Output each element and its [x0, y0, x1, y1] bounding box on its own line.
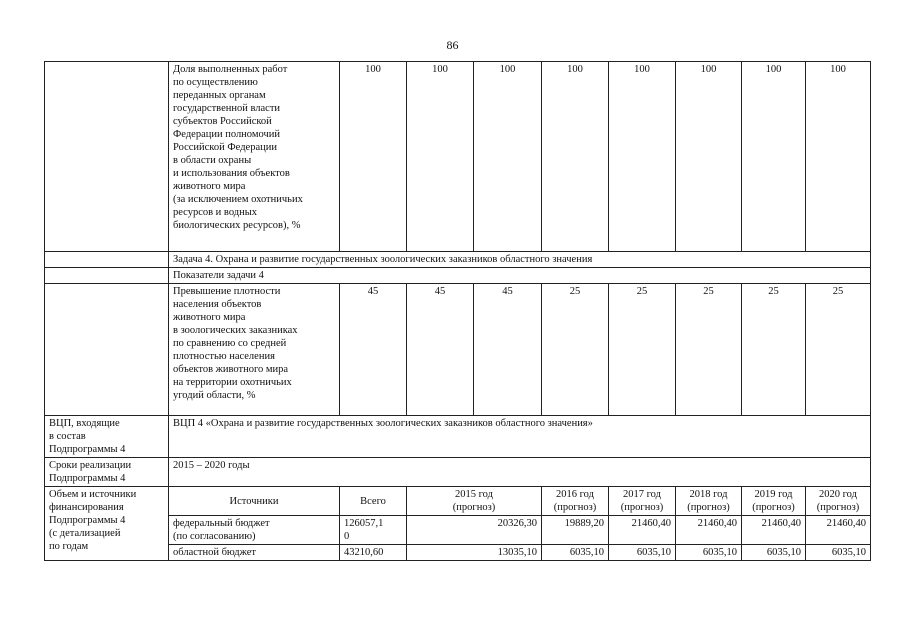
finance-header-total: Всего	[340, 487, 407, 516]
year-note: (прогноз)	[620, 502, 664, 513]
terms-label-line: Подпрограммы 4	[49, 473, 126, 484]
finance-row-federal	[45, 516, 871, 545]
year-label: 2015 год	[455, 489, 493, 500]
density-value: 25	[542, 284, 609, 416]
indicator-value: 100	[340, 62, 407, 252]
density-label-line: Превышение плотности	[173, 286, 281, 297]
vcp-label-line: в состав	[49, 431, 86, 442]
page-number: 86	[446, 38, 459, 52]
finance-total: 43210,60	[340, 545, 407, 561]
finance-value: 13035,10	[407, 545, 542, 561]
task4-indicators-title: Показатели задачи 4	[169, 268, 871, 284]
finance-value: 21460,40	[609, 516, 676, 545]
empty-label-cell	[45, 252, 169, 268]
empty-label-cell	[45, 62, 169, 252]
indicator-row-density	[45, 284, 871, 416]
indicator-value: 100	[474, 62, 542, 252]
year-label: 2019 год	[754, 489, 793, 500]
vcp-label-line: Подпрограммы 4	[49, 444, 126, 455]
density-label-line: плотностью населения	[173, 351, 275, 362]
finance-source: областной бюджет	[169, 545, 340, 561]
indicator-value: 100	[542, 62, 609, 252]
indicator-label-line: ресурсов и водных	[173, 207, 258, 218]
indicator-label-line: (за исключением охотничьих	[173, 194, 303, 205]
year-label: 2016 год	[556, 489, 594, 500]
density-value: 45	[340, 284, 407, 416]
finance-label-line: финансирования	[49, 502, 124, 513]
finance-value: 6035,10	[806, 545, 871, 561]
indicator-label-line: по осуществлению	[173, 77, 258, 88]
finance-label-line: (с детализацией	[49, 528, 121, 539]
finance-label-line: Объем и источники	[49, 489, 137, 500]
vcp-text: ВЦП 4 «Охрана и развитие государственных зоологических заказников областного значения»	[169, 416, 871, 458]
finance-header-year	[742, 487, 806, 516]
finance-header-row	[45, 487, 871, 516]
finance-header-year	[676, 487, 742, 516]
year-label: 2020 год	[819, 489, 857, 500]
indicator-row-share	[45, 62, 871, 252]
finance-header-year	[609, 487, 676, 516]
finance-total-line: 126057,1	[344, 518, 384, 529]
finance-value: 21460,40	[676, 516, 742, 545]
density-label-line: объектов животного мира	[173, 364, 289, 375]
finance-value: 19889,20	[542, 516, 609, 545]
density-label-line: на территории охотничьих	[173, 377, 292, 388]
terms-label	[45, 458, 169, 487]
year-note: (прогноз)	[553, 502, 597, 513]
finance-value: 21460,40	[806, 516, 871, 545]
task4-title-row	[45, 252, 871, 268]
indicator-label-line: переданных органам	[173, 90, 266, 101]
indicator-label-line: биологических ресурсов), %	[173, 220, 301, 231]
indicator-label-line: Российской Федерации	[173, 142, 277, 153]
terms-text: 2015 – 2020 годы	[169, 458, 871, 487]
finance-value: 6035,10	[742, 545, 806, 561]
indicator-label-line: государственной власти	[173, 103, 281, 114]
year-note: (прогноз)	[816, 502, 860, 513]
indicator-value: 100	[742, 62, 806, 252]
year-label: 2017 год	[623, 489, 661, 500]
finance-label	[45, 487, 169, 561]
indicator-value: 100	[676, 62, 742, 252]
finance-label-line: по годам	[49, 541, 89, 552]
density-label-line: угодий области, %	[173, 390, 256, 401]
finance-row-regional	[45, 545, 871, 561]
finance-total-line: 0	[344, 531, 350, 542]
year-note: (прогноз)	[752, 502, 795, 513]
finance-total	[340, 516, 407, 545]
finance-header-year	[806, 487, 871, 516]
year-label: 2018 год	[689, 489, 728, 500]
empty-label-cell	[45, 268, 169, 284]
year-note: (прогноз)	[687, 502, 730, 513]
finance-label-line: Подпрограммы 4	[49, 515, 126, 526]
indicator-label	[169, 62, 340, 252]
indicator-label-line: Федерации полномочий	[173, 129, 280, 140]
density-value: 25	[806, 284, 871, 416]
density-label-line: по сравнению со средней	[173, 338, 287, 349]
indicator-label-line: и использования объектов	[173, 168, 290, 179]
density-value: 25	[676, 284, 742, 416]
indicator-value: 100	[806, 62, 871, 252]
finance-source	[169, 516, 340, 545]
density-label-line: в зоологических заказниках	[173, 325, 298, 336]
density-value: 45	[407, 284, 474, 416]
indicator-label-line: Доля выполненных работ	[173, 64, 288, 75]
vcp-label	[45, 416, 169, 458]
terms-label-line: Сроки реализации	[49, 460, 132, 471]
density-value: 45	[474, 284, 542, 416]
finance-source-line: федеральный бюджет	[173, 518, 270, 529]
finance-value: 20326,30	[407, 516, 542, 545]
finance-header-year	[407, 487, 542, 516]
vcp-label-line: ВЦП, входящие	[49, 418, 120, 429]
finance-header-source: Источники	[169, 487, 340, 516]
indicator-label-line: животного мира	[173, 181, 246, 192]
indicator-value: 100	[407, 62, 474, 252]
indicator-label-line: субъектов Российской	[173, 116, 272, 127]
indicator-label-line: в области охраны	[173, 155, 252, 166]
finance-source-line: (по согласованию)	[173, 531, 256, 542]
finance-value: 21460,40	[742, 516, 806, 545]
empty-label-cell	[45, 284, 169, 416]
finance-header-year	[542, 487, 609, 516]
density-label-line: населения объектов	[173, 299, 262, 310]
finance-value: 6035,10	[676, 545, 742, 561]
task4-indicators-row	[45, 268, 871, 284]
vcp-row	[45, 416, 871, 458]
finance-value: 6035,10	[542, 545, 609, 561]
density-label-line: животного мира	[173, 312, 246, 323]
indicator-value: 100	[609, 62, 676, 252]
subprogram-passport-table	[44, 61, 871, 561]
year-note: (прогноз)	[452, 502, 496, 513]
task4-title: Задача 4. Охрана и развитие государственных зоологических заказников областного значения	[169, 252, 871, 268]
density-label	[169, 284, 340, 416]
finance-value: 6035,10	[609, 545, 676, 561]
density-value: 25	[742, 284, 806, 416]
terms-row	[45, 458, 871, 487]
density-value: 25	[609, 284, 676, 416]
